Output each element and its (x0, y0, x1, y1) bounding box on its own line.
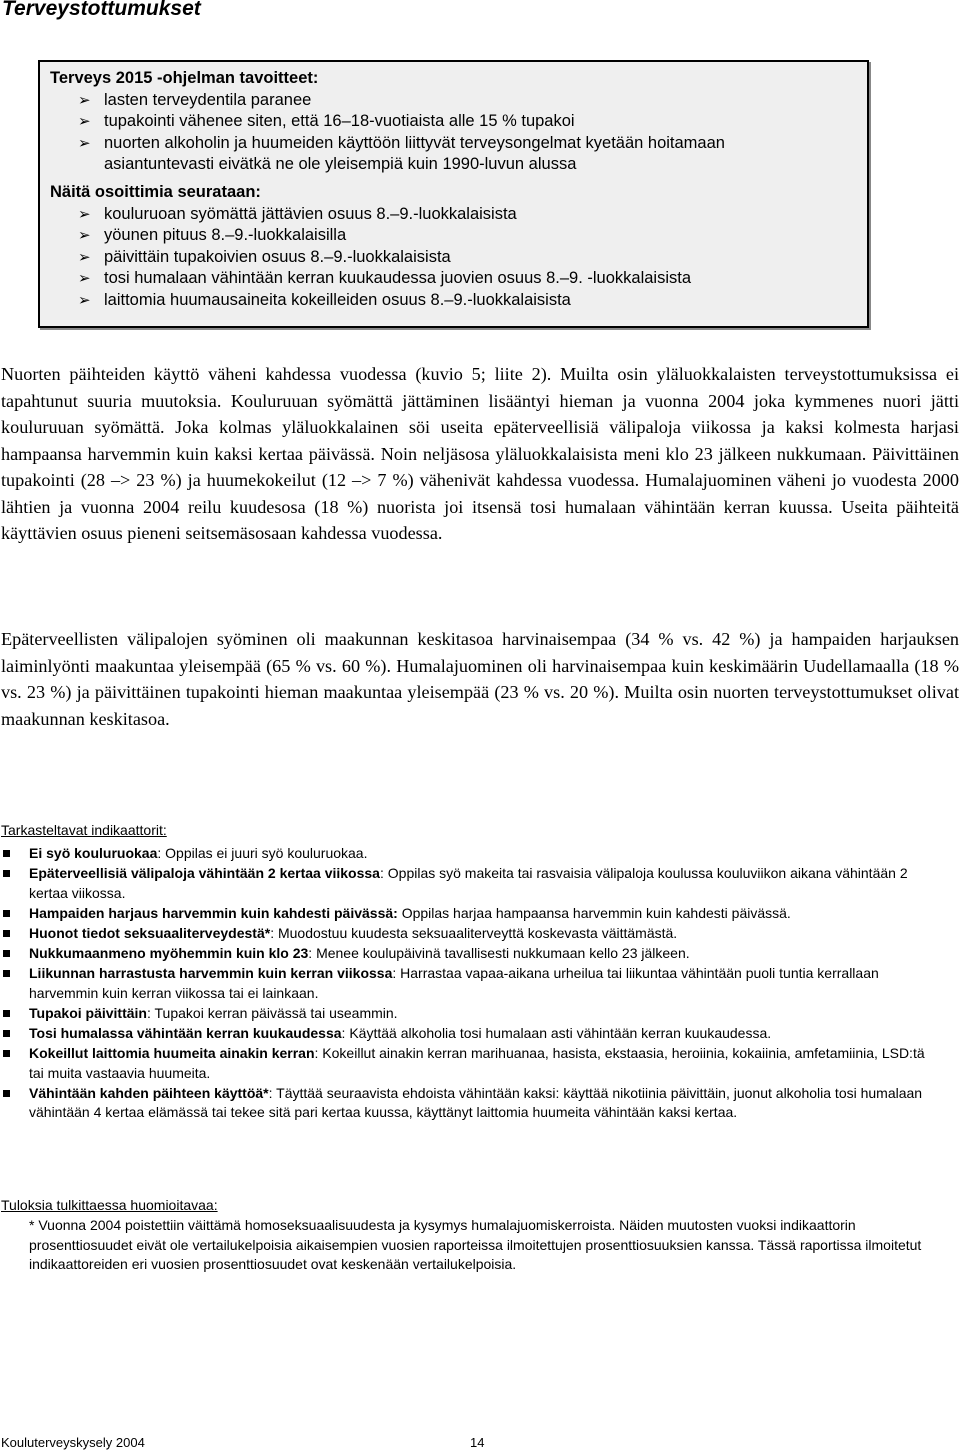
list-item: Tosi humalassa vähintään kerran kuukaudessa: Käyttää alkoholia tosi humalaan asti vähintään kerran kuukaudessa. (0, 1024, 940, 1044)
page-number: 14 (470, 1435, 485, 1450)
list-item: ➢ nuorten alkoholin ja huumeiden käyttöön liittyvät terveysongelmat kyetään hoitamaan (50, 133, 867, 155)
list-item: Huonot tiedot seksuaaliterveydestä*: Muodostuu kuudesta seksuaaliterveyttä koskevasta väittämästä. (0, 924, 940, 944)
square-bullet-icon (3, 970, 10, 977)
page-title: Terveystottumukset (2, 0, 201, 20)
arrow-bullet-icon: ➢ (78, 227, 91, 245)
page-footer (0, 1435, 960, 1455)
list-item: Epäterveellisiä välipaloja vähintään 2 kertaa viikossa: Oppilas syö makeita tai rasvaisia välipaloja koulussa kouluviikon aikana vähintään 2 kertaa viikossa. (0, 864, 940, 903)
arrow-bullet-icon: ➢ (78, 134, 91, 152)
footer-source: Kouluterveyskysely 2004 (1, 1435, 145, 1450)
notes-text: * Vuonna 2004 poistettiin väittämä homoseksuaalisuudesta ja kysymys humalajuomiskerroista. Näiden muutosten vuoksi indikaattorin prosenttiosuudet eivät ole vertailukelpoisia aikaisempien vuosien raporteissa ilmoitettujen prosenttiosuuksien kanssa. Tässä raportissa ilmoitetut indikaattoreiden eri vuosien prosenttiosuudet ovat keskenään vertailukelpoisia. (29, 1217, 922, 1273)
arrow-bullet-icon: ➢ (78, 291, 91, 309)
goals-heading: Terveys 2015 -ohjelman tavoitteet: (50, 69, 319, 87)
list-item: ➢ lasten terveydentila paranee (50, 90, 867, 112)
list-item: Vähintään kahden päihteen käyttöä*: Täyttää seuraavista ehdoista vähintään kaksi: käyttää nikotiinia päivittäin, juonut alkoholia tosi humalaan vähintään 4 kertaa elämässä tai tekee sitä pari kertaa kuussa, käyttänyt laittomia huumeita vähintään kaksi kertaa. (0, 1084, 940, 1123)
square-bullet-icon (3, 1010, 10, 1017)
square-bullet-icon (3, 1090, 10, 1097)
list-item: Nukkumaanmeno myöhemmin kuin klo 23: Menee koulupäivinä tavallisesti nukkumaan kello 23 jälkeen. (0, 944, 940, 964)
square-bullet-icon (3, 870, 10, 877)
arrow-bullet-icon: ➢ (78, 205, 91, 223)
square-bullet-icon (3, 950, 10, 957)
arrow-bullet-icon: ➢ (78, 270, 91, 288)
arrow-bullet-icon: ➢ (78, 248, 91, 266)
goals-box (38, 60, 869, 328)
goals-list (50, 90, 867, 176)
arrow-bullet-icon: ➢ (78, 91, 91, 109)
square-bullet-icon (3, 850, 10, 857)
square-bullet-icon (3, 1030, 10, 1037)
list-item: Kokeillut laittomia huumeita ainakin kerran: Kokeillut ainakin kerran marihuanaa, hasista, ekstaasia, heroiinia, kokaiinia, amfetamiinia, LSD:tä tai muita vastaavia huumeita. (0, 1044, 940, 1083)
body-paragraph-1: Nuorten päihteiden käyttö väheni kahdessa vuodessa (kuvio 5; liite 2). Muilta osin yläluokkalaisten terveystottumuksissa ei tapahtunut suuria muutoksia. Kouluruuan syömättä jättäminen lisääntyi hieman ja vuonna 2004 joka kymmenes nuori jätti kouluruuan syömättä. Joka kolmas yläluokkalainen söi useita epäterveellisiä välipaloja viikossa ja kaksi kolmesta harjasi hampaansa harvemmin kuin kaksi kertaa päivässä. Noin neljäsosa yläluokkalaisista meni klo 23 jälkeen nukkumaan. Päivittäinen tupakointi (28 –> 23 %) ja huumekokeilut (12 –> 7 %) vähenivät kahdessa vuodessa. Humalajuominen väheni jo vuodesta 2000 lähtien ja vuonna 2004 reilu kuudesosa (18 %) nuorista joi itsensä tosi humalaan vähintään kerran kuussa. Useita päihteitä käyttävien osuus pieneni seitsemäsosaan kahdessa vuodessa. (1, 364, 959, 543)
list-item: Hampaiden harjaus harvemmin kuin kahdesti päivässä: Oppilas harjaa hampaansa harvemmin kuin kahdesti päivässä. (0, 904, 940, 924)
list-item: ➢ yöunen pituus 8.–9.-luokkalaisilla (50, 225, 867, 247)
list-item-continuation: asiantuntevasti eivätkä ne ole yleisempiä kuin 1990-luvun alussa (104, 155, 577, 174)
indicator-definitions-list (0, 844, 940, 1123)
indicators-list (50, 204, 867, 312)
square-bullet-icon (3, 910, 10, 917)
list-item: ➢ tosi humalaan vähintään kerran kuukaudessa juovien osuus 8.–9. -luokkalaisista (50, 268, 867, 290)
square-bullet-icon (3, 1050, 10, 1057)
body-paragraph-2: Epäterveellisten välipalojen syöminen oli maakunnan keskitasoa harvinaisempaa (34 % vs. 42 %) ja hampaiden harjauksen laiminlyönti maakuntaa yleisempää (65 % vs. 60 %). Humalajuominen oli harvinaisempaa kuin keskimäärin Uudellamaalla (18 % vs. 23 %) ja päivittäinen tupakointi hieman maakuntaa yleisempää (23 % vs. 20 %). Muilta osin nuorten terveystottumukset olivat maakunnan keskitasoa. (1, 629, 959, 729)
arrow-bullet-icon: ➢ (78, 113, 91, 131)
indicators-heading: Näitä osoittimia seurataan: (50, 182, 261, 201)
list-item: ➢ tupakointi vähenee siten, että 16–18-vuotiaista alle 15 % tupakoi (50, 111, 867, 133)
square-bullet-icon (3, 930, 10, 937)
list-item: Ei syö kouluruokaa: Oppilas ei juuri syö kouluruokaa. (0, 844, 940, 864)
list-item: ➢ päivittäin tupakoivien osuus 8.–9.-luokkalaisista (50, 247, 867, 269)
indicators-section-heading: Tarkasteltavat indikaattorit: (1, 822, 167, 838)
list-item: ➢ kouluruoan syömättä jättävien osuus 8.–9.-luokkalaisista (50, 204, 867, 226)
list-item: Liikunnan harrastusta harvemmin kuin kerran viikossa: Harrastaa vapaa-aikana urheilua tai liikuntaa vähintään puoli tuntia kerrallaan harvemmin kuin kerran viikossa tai ei lainkaan. (0, 964, 940, 1003)
notes-section-heading: Tuloksia tulkittaessa huomioitavaa: (1, 1197, 218, 1213)
list-item: Tupakoi päivittäin: Tupakoi kerran päivässä tai useammin. (0, 1004, 940, 1024)
list-item: ➢ laittomia huumausaineita kokeilleiden osuus 8.–9.-luokkalaisista (50, 290, 867, 312)
